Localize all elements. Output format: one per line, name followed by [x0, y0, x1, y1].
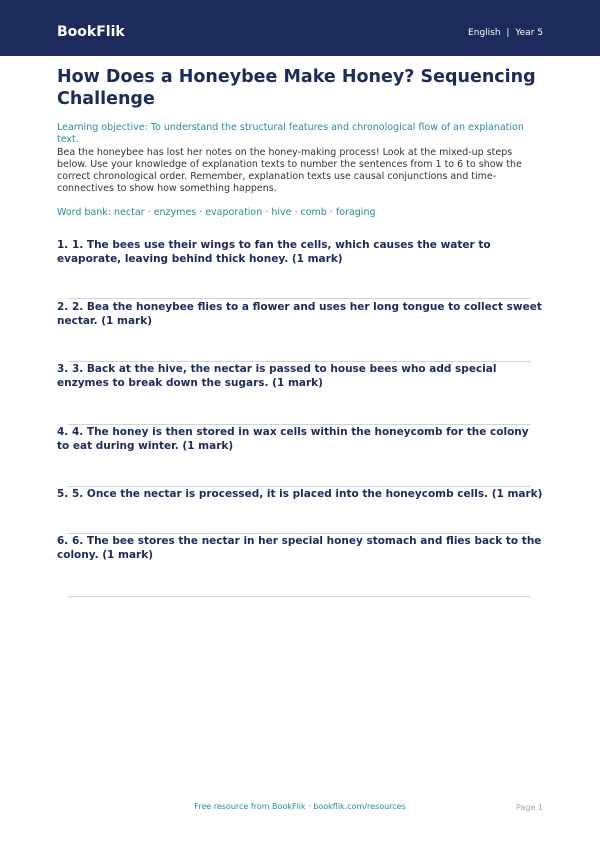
header-bar	[0, 0, 600, 56]
instructions-paragraph: Bea the honeybee has lost her notes on the honey-making process! Look at the mixed-up steps below. Use your knowledge of explanation texts to number the sentences from 1 to 6 to show the correct chronological order. Remember, explanation texts use causal conjunctions and time-connectives to show how something happens.	[57, 147, 522, 194]
sequence-item-4: 4. 4. The honey is then stored in wax cells within the honeycomb for the colony to eat during winter. (1 mark)	[57, 426, 529, 452]
sequence-item-2: 2. 2. Bea the honeybee flies to a flower and uses her long tongue to collect sweet nectar. (1 mark)	[57, 301, 542, 327]
sequence-item-1: 1. 1. The bees use their wings to fan the cells, which causes the water to evaporate, leaving behind thick honey. (1 mark)	[57, 239, 491, 265]
learning-objective: Learning objective: To understand the structural features and chronological flow of an explanation text.	[57, 122, 524, 145]
sequence-item-3: 3. 3. Back at the hive, the nectar is passed to house bees who add special enzymes to break down the sugars. (1 mark)	[57, 363, 497, 389]
answer-line-1[interactable]	[68, 298, 531, 299]
page-number: Page 1	[516, 803, 543, 812]
brand-logo-text[interactable]: BookFlik	[57, 24, 125, 40]
subject-label: English	[468, 28, 501, 38]
subject-year-label	[468, 27, 543, 39]
word-bank: Word bank: nectar · enzymes · evaporation · hive · comb · foraging	[57, 207, 376, 218]
page-title: How Does a Honeybee Make Honey? Sequencing Challenge	[57, 67, 536, 109]
answer-line-6[interactable]	[68, 596, 531, 597]
footer-credit[interactable]: Free resource from BookFlik · bookflik.com/resources	[194, 802, 406, 811]
sequence-item-6: 6. 6. The bee stores the nectar in her special honey stomach and flies back to the colony. (1 mark)	[57, 535, 542, 561]
sequence-item-5: 5. 5. Once the nectar is processed, it is placed into the honeycomb cells. (1 mark)	[57, 488, 543, 500]
header-separator: |	[506, 28, 510, 38]
year-label: Year 5	[515, 28, 543, 38]
